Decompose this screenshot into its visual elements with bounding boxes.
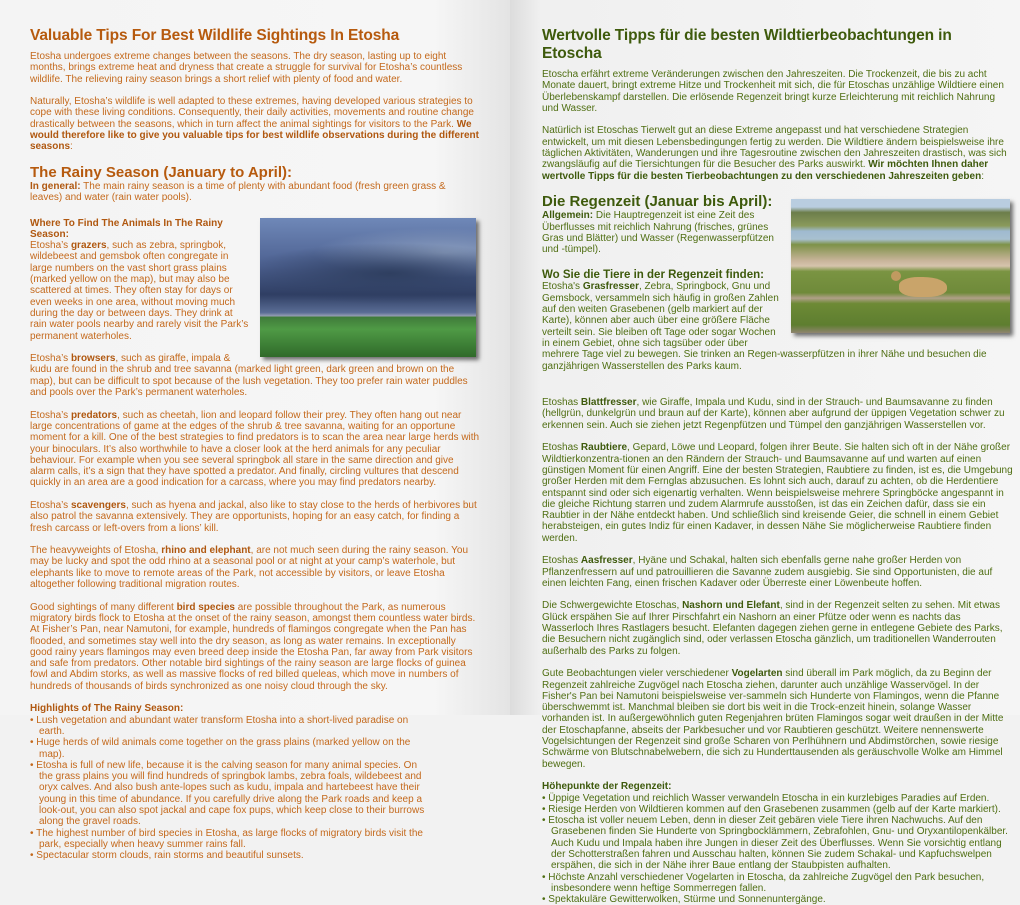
page-title: Wertvolle Tipps für die besten Wildtierbeobachtungen in Etoscha — [542, 27, 952, 62]
intro-paragraph: Etoscha erfährt extreme Veränderungen zwischen den Jahreszeiten. Die Trockenzeit, die bis zu acht Monate dauert, bringt extreme Hitze und Trockenheit mit sich, die für Etoschas unzählige Wildtiere einen Überlebenskampf darstellen. Die erlösende Regenzeit bringt kurze Erleichterung mit reichlich Nahrung und Wasser. — [542, 69, 1004, 114]
bold-text: Raubtiere — [580, 442, 628, 454]
highlights-heading: Höhepunkte der Regenzeit: — [542, 781, 672, 793]
text: Etosha’s — [30, 409, 71, 421]
browsers-paragraph — [30, 353, 480, 398]
storm-clouds-zebra-photo — [260, 218, 476, 357]
text: Etoshas — [542, 442, 581, 454]
highlights-list — [542, 793, 1014, 905]
german-page — [510, 0, 1020, 905]
birds-paragraph — [30, 602, 480, 692]
text: , Gepard, Löwe und Leopard, folgen ihrer Beute. Sie halten sich oft in der Nähe großer Wildtierkonzentra-tionen an den Rändern der Strauch- und Baumsavanne auf und warten auf einen günstigen Moment für einen Angriff. Eine der besten Strategien, Raubtiere zu finden, ist es, die Umgebung großer Herden mit dem Fernglas abzusuchen. Es lohnt sich auch, darauf zu achten, ob die Herdentiere entspannt sind oder sich eigenartig verhalten. Wenn beispielsweise mehrere Springböcke angespannt in die gleiche Richtung starren und zudem Alarmrufe ausstoßen, ist das ein Zeichen dafür, dass sie ein Raubtier in der Nähe entdeckt haben. Und schließlich sind kreisende Geier, die schnell in einem Gebiet herabsteigen, ein gutes Indiz für einen Kadaver, in dessen Nähe Sie möglicherweise Raubtiere finden werden. — [542, 442, 1013, 544]
text: , Hyäne und Schakal, halten sich ebenfalls gerne nahe großer Herden von Pflanzenfressern auf und patrouillieren die Savanne zudem ausgiebig. Sie sind Opportunisten, die auf einen leichten Fang, einen frischen Kadaver oder Überreste einer Löwenbeute hoffen. — [542, 555, 993, 589]
text: , Zebra, Springbock, Gnu und Gemsbock, versammeln sich häufig in großen Zahlen auf den weiten Grasebenen (gelb markiert auf der Karte), können aber auch über eine größere Fläche verteilt sein. Sie bleiben oft Tage oder sogar Wochen in einem Gebiet, ohne sich tagsüber oder über mehrere Tage viel zu bewegen. Sie trinken an Regen-wasserpfützen in ihrer Nähe und besuchen die ganzjährigen Wasserstellen des Parks kaum. — [542, 281, 987, 372]
text: Etoshas — [542, 555, 581, 567]
text: Etosha’s — [30, 240, 71, 252]
list-item: • Huge herds of wild animals come together on the grass plains (marked yellow on the map). — [30, 737, 411, 760]
scavengers-paragraph — [30, 500, 480, 534]
text: are possible throughout the Park, as numerous migratory birds flock to Etosha at the onset of the rainy season, amongst them countless water birds. At Fisher’s Pan, near Namutoni, for example, hundreds of flamingos congregate when the Pan has flooded, and sometimes stay well into the dry season, as long as water remains. In exceptionally good rainy years flamingos may even breed deep inside the Etosha Pan, far away from Park visitors and safe from predators. Other notable bird sightings of the rainy season are large flocks of guinea fowl and Abdim storks, as well as massive flocks of red billed queleas, which move in numbers of hundreds of thousands of birds synchronized as one noisy cloud through the sky. — [30, 601, 476, 692]
list-item: • Höchste Anzahl verschiedener Vogelarten in Etoscha, da zahlreiche Zugvögel den Park besuchen, insbesondere wenn heftige Sommerregen fallen. — [542, 871, 985, 894]
list-item: • Üppige Vegetation und reichlich Wasser verwandeln Etoscha in ein kurzlebiges Paradies auf Erden. — [542, 792, 990, 804]
bold-text: bird species — [176, 601, 235, 613]
text: : — [981, 170, 984, 182]
text: Good sightings of many different — [30, 601, 177, 613]
predators-paragraph — [30, 410, 480, 489]
bold-text: browsers — [70, 353, 116, 365]
text: , are not much seen during the rainy season. You may be lucky and spot the odd rhino at a seasonal pool or at night at your camp’s waterhole, but elephants like to move to remote areas of the Park, not accessible by visitors, or leave Etosha altogether following traditional migration routes. — [30, 545, 469, 591]
where-heading: Where To Find The Animals In The Rainy Season: — [30, 217, 223, 240]
bold-text: Blattfresser — [580, 397, 637, 409]
text: Etosha's — [542, 281, 583, 293]
intro-paragraph: Etosha undergoes extreme changes between the seasons. The dry season, lasting up to eight months, brings extreme heat and dryness that create a struggle for survival for Etosha’s countless wildlife. The relieving rainy season brings a short relief with plenty of food and water. — [30, 51, 463, 85]
cheetah-figure — [899, 277, 947, 297]
list-item: • Lush vegetation and abundant water transform Etosha into a short-lived paradise on earth. — [30, 714, 409, 737]
text: , such as cheetah, lion and leopard follow their prey. They often hang out near large concentrations of game at the edges of the shrub & tree savanna, waiting for an opportune moment for a kill. One of the best strategies to find predators is to scan the area near large herds with your binoculars. It’s also worthwhile to have a closer look at the herd animals for any peculiar behaviour. For example when you see several springbok all stare in the same direction and give alarm calls, it’s a sign that they have spotted a predator. And finally, circling vultures that descend quickly in an area are a good indication for a carcass, where you may find predators nearby. — [30, 409, 480, 489]
intro-paragraph-2 — [542, 125, 1014, 181]
list-item: • Spectacular storm clouds, rain storms and beautiful sunsets. — [30, 850, 304, 862]
bold-text: scavengers — [70, 499, 126, 511]
text: , such as giraffe, impala & kudu are found in the shrub and tree savanna (marked light green, dark green and brown on the map), but can be difficult to spot because of the lush vegetation. They too prefer rain water puddles and pools over the Park’s permanent waterholes. — [30, 353, 468, 399]
bold-text: We would therefore like to give you valuable tips for best wildlife observations during the different seasons — [30, 118, 479, 153]
intro-paragraph-2 — [30, 96, 480, 152]
cheetah-photo — [791, 199, 1010, 333]
text: , sind in der Regenzeit selten zu sehen. Mit etwas Glück erspähen Sie auf Ihrer Pirschfahrt ein Nashorn an einer Pfütze oder wenn es nachts das Wasserloch Ihres Rastlagers besucht. Elefanten dagegen ziehen gerne in entlegene Gebiete des Parks, die Besuchern nicht zugänglich sind, oder verlassen Etoscha gänzlich, um traditionellen Wanderrouten außerhalb des Parks zu folgen. — [542, 600, 1003, 657]
predators-paragraph — [542, 442, 1014, 544]
birds-paragraph — [542, 668, 1014, 770]
list-item: • The highest number of bird species in Etosha, as large flocks of migratory birds visit the park, especially when heavy summer rains fall. — [30, 827, 423, 850]
text: : — [70, 141, 73, 153]
bold-text: predators — [70, 409, 118, 421]
season-heading: The Rainy Season (January to April): — [30, 163, 292, 181]
text: The heavyweights of Etosha, — [30, 545, 162, 557]
general-paragraph — [30, 181, 480, 204]
text: Natürlich ist Etoschas Tierwelt gut an diese Extreme angepasst und hat verschiedene Strategien entwickelt, um mit diesen Lebensbedingungen fertig zu werden. Die Wildtiere ändern beispielsweise ihre täglichen Aktivitäten, Wanderungen und ihre Tagesroutine zwischen den Jahreszeiten drastisch, was sich zwangsläufig auf die Tiersichtungen für die Besucher des Parks auswirkt. — [542, 125, 1007, 171]
text: , such as zebra, springbok, wildebeest and gemsbok often congregate in large numbers on the vast short grass plains (marked yellow on the map), but may also be scattered at times. They often stay for days or even weeks in one area, without moving much during the day or between days. They drink at rain water pools nearby and rarely visit the Park’s permanent waterholes. — [30, 240, 249, 342]
highlights-heading: Highlights of The Rainy Season: — [30, 703, 184, 715]
text: Etosha’s — [30, 499, 71, 511]
heavyweights-paragraph — [542, 600, 1014, 656]
bold-text: Vogelarten — [731, 668, 783, 680]
list-item: • Spektakuläre Gewitterwolken, Stürme und Sonnenuntergänge. — [542, 894, 826, 905]
browsers-paragraph — [542, 397, 1014, 431]
text: Die Hauptregenzeit ist eine Zeit des Überflusses mit reichlich Nahrung (frisches, grünes Gras und Blätter) und Wasser (Regenwasserpfützen und -tümpel). — [542, 210, 774, 256]
text: Etosha’s — [30, 353, 71, 365]
bold-text: In general: — [30, 180, 81, 192]
bold-text: Aasfresser — [580, 555, 633, 567]
bold-text: Wir möchten Ihnen daher wertvolle Tipps für die besten Tierbeobachtungen zu den verschiedenen Jahreszeiten geben — [542, 159, 989, 182]
page-title: Valuable Tips For Best Wildlife Sightings In Etosha — [30, 27, 400, 44]
text: Gute Beobachtungen vieler verschiedener — [542, 668, 732, 680]
text: Etoshas — [542, 397, 581, 409]
bold-text: Grasfresser — [582, 281, 639, 293]
text: Die Schwergewichte Etoschas, — [542, 600, 683, 612]
list-item: • Etosha is full of new life, because it is the calving season for many animal species. On the grass plains you will find hundreds of springbok lambs, zebra foals, wildebeest and oryx calves. And also bush ante-lopes such as kudu, impala and hartebeest have their young in this time of abundance. If you carefully drive along the Park roads and keep a look-out, you can also spot jackal and cape fox pups, which keep close to their burrows along the gravel roads. — [30, 759, 425, 828]
scavengers-paragraph — [542, 555, 1014, 589]
highlights-list — [30, 715, 480, 862]
text: , such as hyena and jackal, also like to stay close to the herds of herbivores but also patrol the savanna extensively. They are opportunists, hoping for an easy catch, for finding a fresh carcass or left-overs from a lions’ kill. — [30, 499, 477, 534]
bold-text: Allgemein: — [542, 210, 594, 222]
bold-text: rhino and elephant — [161, 545, 251, 557]
heavyweights-paragraph — [30, 545, 480, 590]
where-heading: Wo Sie die Tiere in der Regenzeit finden: — [542, 269, 764, 282]
text: The main rainy season is a time of plenty with abundant food (fresh green grass & leaves) and water (rain water pools). — [30, 180, 446, 204]
text: sind überall im Park möglich, da zu Beginn der Regenzeit zahlreiche Zugvögel nach Etoscha ziehen, darunter auch unzählige Wasservögel. In der Fisher's Pan bei Namutoni beispielsweise ver-sammeln sich Hunderte von Flamingos, wenn die Pfanne überschwemmt ist. Manchmal bleiben sie dort bis weit in die Trock-enzeit hinein, solange Wasser vorhanden ist. In außergewöhnlich guten Regenjahren brüten Flamingos sogar weit draußen in der Mitte der Etoschapfanne, abseits der Parkbesucher und vor Raubtieren geschützt. Weitere nennenswerte Vogelsichtungen der Regenzeit sind große Scharen von Perlhühnern und Abdimstörchen, sowie riesige Schwärme von Blutschnabelwebern, die sich zu Hunderttausenden als geräuschvolle Wolke am Himmel bewegen. — [542, 668, 1004, 770]
bold-text: grazers — [70, 240, 107, 252]
bold-text: Nashorn und Elefant — [682, 600, 780, 612]
list-item: • Etoscha ist voller neuem Leben, denn in dieser Zeit gebären viele Tiere ihren Nachwuchs. Auf den Grasebenen finden Sie Hunderte von Springbocklämmern, Zebrafohlen, Gnu- und Oryxantilopenkälber. Auch Kudu und Impala haben ihre Jungen in dieser Zeit des Überflusses. Wenn Sie vorsichtig entlang der Schotterstraßen fahren und Ausschau halten, können Sie zudem Schakal- und Kapfuchswelpen erspähen, die sich in der Nähe ihrer Baue entlang der Staubpisten aufhalten. — [542, 815, 1008, 872]
english-page — [0, 0, 510, 862]
text: Naturally, Etosha’s wildlife is well adapted to these extremes, having developed various strategies to cope with these living conditions. Consequently, their daily activities, movements and routine change drastically between the seasons, which in turn affect the animal sightings for visitors to the Park. — [30, 96, 474, 130]
text: , wie Giraffe, Impala und Kudu, sind in der Strauch- und Baumsavanne zu finden (hellgrün, dunkelgrün und braun auf der Karte), können aber aufgrund der üppigen Vegetation schwer zu erkennen sein. Auch sie ziehen jetzt Regenpfützen und Tümpel den ganzjährigen Wasserstellen vor. — [542, 397, 1005, 431]
season-heading: Die Regenzeit (Januar bis April): — [542, 193, 773, 211]
list-item: • Riesige Herden von Wildtieren kommen auf den Grasebenen zusammen (gelb auf der Karte markiert). — [542, 803, 1001, 815]
